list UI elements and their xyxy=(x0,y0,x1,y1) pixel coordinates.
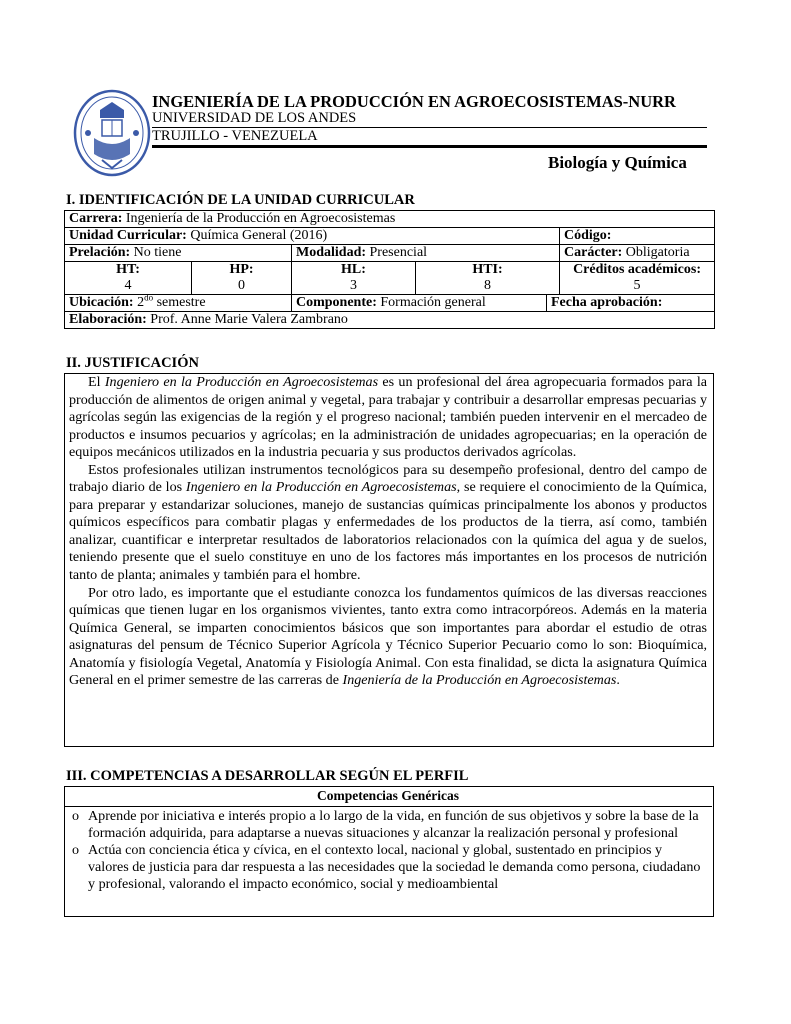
hti-cell: HTI: 8 xyxy=(416,262,560,295)
table-row xyxy=(65,245,715,262)
bullet: o xyxy=(72,842,80,858)
table-row xyxy=(65,262,715,295)
university-name: UNIVERSIDAD DE LOS ANDES xyxy=(152,110,357,126)
table-row xyxy=(65,312,715,329)
bullet: o xyxy=(72,808,80,824)
section-2-title: II. JUSTIFICACIÓN xyxy=(66,355,199,371)
list-item: o Actúa con conciencia ética y cívica, en el contexto local, nacional y global, sustentado en principios y valores de justicia para dar respuesta a las necesidades que la sociedad le demanda como persona, ciudadano y profesional, valorando el impacto económico, social y medioambiental xyxy=(72,842,701,892)
hp-cell: HP: 0 xyxy=(192,262,292,295)
justification-paragraph-2: Estos profesionales utilizan instrumentos tecnológicos para su desempeño profesional, dentro del campo de trabajo diario de los Ingeniero en la Producción en Agroecosistemas, se requiere el conocimiento de la Química, para preparar y estandarizar soluciones, manejo de sustancias químicas principalmente los abonos y productos químicos específicos para combatir plagas y enfermedades de los productos de la tierra, así como, también analizar, cuantificar e interpretar resultados de laboratorios relacionados con la química del agua y de suelos, teniendo presente que el suelo constituye en uno de los factores más importantes en los procesos de nutrición tanto de planta; animales y también para el hombre. xyxy=(69,461,708,584)
carrera-cell: Carrera: Ingeniería de la Producción en Agroecosistemas xyxy=(65,211,715,228)
justification-paragraph-1: El Ingeniero en la Producción en Agroecosistemas es un profesional del área agropecuaria formados para la producción de alimentos de origen animal y vegetal, para trabajar y contribuir a desarrollar empresas pecuarias y agrícolas según las exigencias de la región y el progreso nacional; también pueden intervenir en el mercadeo de productos e insumos pecuarios y agrícolas; en la administración de unidades agropecuarias; en la operación de equipos mecánicos utilizados en la industria pecuaria y sus productos derivados agrícolas. xyxy=(69,374,708,461)
institution-title: INGENIERÍA DE LA PRODUCCIÓN EN AGROECOSISTEMAS-NURR xyxy=(152,92,676,111)
subject-area: Biología y Química xyxy=(548,153,687,172)
table-row xyxy=(65,228,715,245)
codigo-cell: Código: xyxy=(560,228,715,245)
identification-table xyxy=(64,210,715,329)
section-3-title: III. COMPETENCIAS A DESARROLLAR SEGÚN EL PERFIL xyxy=(66,768,469,784)
ht-cell: HT: 4 xyxy=(65,262,192,295)
caracter-cell: Carácter: Obligatoria xyxy=(560,245,715,262)
prelacion-cell: Prelación: No tiene xyxy=(65,245,292,262)
modalidad-cell: Modalidad: Presencial xyxy=(292,245,560,262)
table-row xyxy=(65,295,715,312)
componente-cell: Componente: Formación general xyxy=(292,295,547,312)
section-1-title: I. IDENTIFICACIÓN DE LA UNIDAD CURRICULAR xyxy=(66,192,415,208)
header-divider-thick xyxy=(152,145,707,148)
justification-paragraph-3: Por otro lado, es importante que el estudiante conozca los fundamentos químicos de las diversas reacciones químicas que tienen lugar en los organismos vivientes, tanto extra como intracorpóreos. Además en la materia Química General, se imparten conocimientos básicos que son importantes para abordar el estudio de otras asignaturas del pensum de Técnico Superior Agrícola y Técnico Superior Pecuario como lo son: Bioquímica, Anatomía y fisiología Vegetal, Anatomía y Fisiología Animal. Con esta finalidad, se dicta la asignatura Química General en el primer semestre de las carreras de Ingeniería de la Producción en Agroecosistemas. xyxy=(69,584,707,689)
table-row xyxy=(65,211,715,228)
elaboracion-cell: Elaboración: Prof. Anne Marie Valera Zambrano xyxy=(65,312,715,329)
unidad-curricular-cell: Unidad Curricular: Química General (2016) xyxy=(65,228,560,245)
competencias-list xyxy=(72,808,704,893)
university-seal-logo xyxy=(72,88,152,178)
creditos-cell: Créditos académicos: 5 xyxy=(560,262,715,295)
competencias-header: Competencias Genéricas xyxy=(64,786,712,807)
justification-text xyxy=(69,374,707,690)
list-item: o Aprende por iniciativa e interés propio a lo largo de la vida, en función de sus objetivos y sobre la base de la formación adquirida, para adaptarse a nuevas situaciones y alcanzar la realización personal y profesional xyxy=(72,808,699,841)
ubicacion-cell: Ubicación: $2^{do}$ semestre xyxy=(65,295,292,312)
location: TRUJILLO - VENEZUELA xyxy=(152,128,318,144)
fecha-aprobacion-cell: Fecha aprobación: xyxy=(547,295,715,312)
hl-cell: HL: 3 xyxy=(292,262,416,295)
